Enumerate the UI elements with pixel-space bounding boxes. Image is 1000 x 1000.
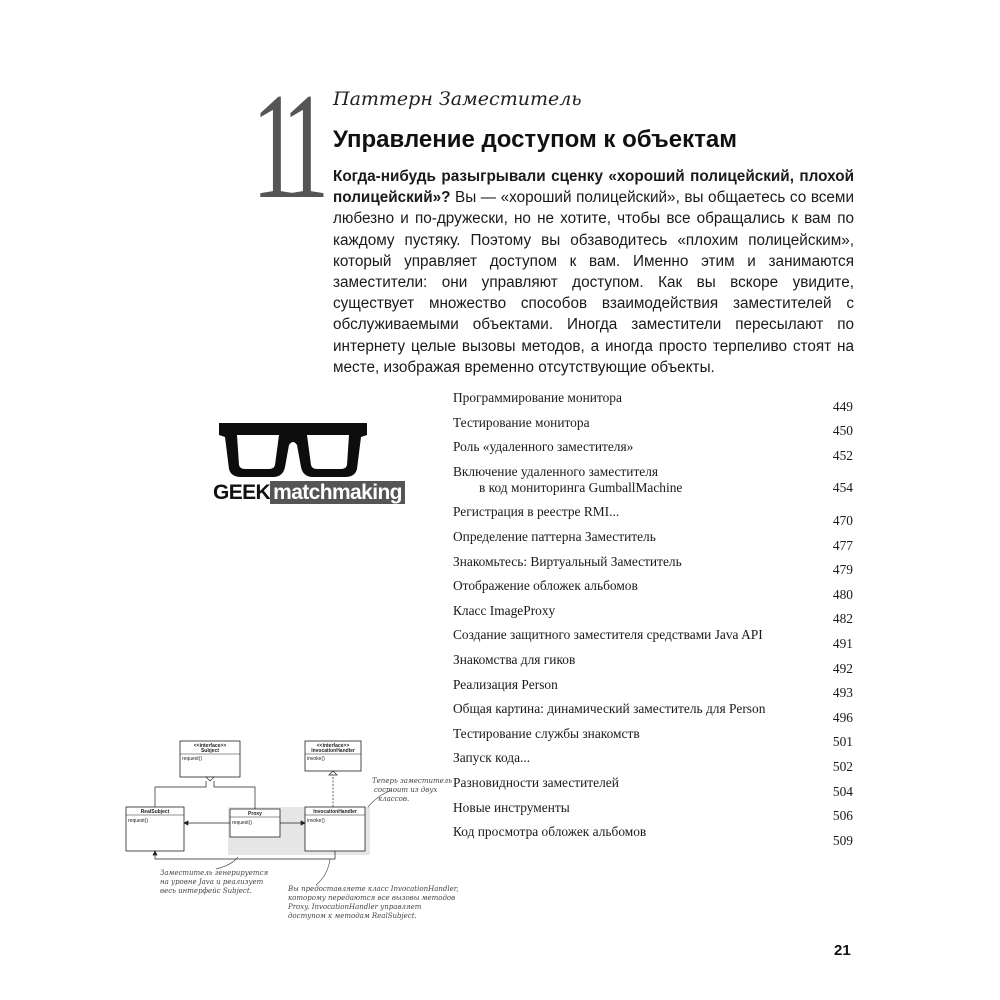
subject-name: Subject [200, 748, 220, 754]
invocation-handler-method: invoke() [307, 818, 325, 824]
toc-item[interactable]: Роль «удаленного заместителя» 452 [453, 439, 853, 463]
real-subject-name: RealSubject [140, 809, 170, 815]
toc-item[interactable]: Класс ImageProxy 482 [453, 602, 853, 627]
toc-item[interactable]: Код просмотра обложек альбомов 509 [453, 824, 853, 848]
note-right-line-3: классов. [378, 795, 410, 803]
note-bottom-line-3: Proxy. InvocationHandler управляет [288, 903, 422, 911]
note-bottom-line-2: которому передаются все вызовы методов [288, 894, 456, 902]
glasses-icon [213, 415, 373, 481]
toc-item[interactable]: Реализация Person 493 [453, 676, 853, 701]
note-bottom-line-1: Вы предоставляете класс InvocationHandler, [288, 885, 459, 893]
proxy-method: request() [232, 820, 253, 826]
note-right-line-1: Теперь заместитель [372, 777, 453, 785]
logo-text-geek: GEEK [213, 481, 271, 504]
subject-interface-box [180, 741, 240, 777]
toc-item[interactable]: Общая картина: динамический заместитель для Person 496 [453, 701, 853, 725]
subject-method: request() [182, 756, 203, 762]
toc-item[interactable]: Отображение обложек альбомов 480 [453, 578, 853, 602]
chapter-number: 11 [252, 62, 316, 230]
toc-item[interactable]: Определение паттерна Заместитель 477 [453, 528, 853, 553]
note-left-line-1: Заместитель генерируется [160, 869, 269, 877]
proxy-uml-diagram [120, 735, 460, 930]
toc-item[interactable]: Регистрация в реестре RMI... 470 [453, 504, 853, 528]
handler-iface-name: InvocationHandler [311, 748, 355, 754]
page-number: 21 [834, 942, 851, 959]
intro-paragraph [333, 166, 854, 378]
invocation-handler-interface-box [305, 741, 361, 771]
note-left-line-2: на уровне Java и реализует [160, 878, 264, 886]
note-bottom-line-4: доступом к методам RealSubject. [288, 912, 417, 920]
logo-text [213, 481, 402, 505]
intro-lead: Когда-нибудь разыгрывали сценку «хороший полицейский, плохой полицейский»? [333, 168, 854, 207]
proxy-name: Proxy [248, 811, 262, 817]
chapter-title: Управление доступом к объектам [333, 126, 737, 153]
real-subject-box [126, 807, 184, 851]
toc-item[interactable]: Знакомства для гиков 492 [453, 651, 853, 676]
handler-iface-method: invoke() [307, 756, 325, 762]
toc-item[interactable]: Создание защитного заместителя средствами Java API 491 [453, 627, 853, 651]
intro-body: Вы — «хороший полицейский», вы общаетесь со всеми любезно и по-дружески, но не хотите, чтобы все обращались к вам по каждому пустяку. Поэтому вы обзаводитесь «плохим полицейским», который управляет доступом к вам. Именно этим и занимаются заместители: они управляют доступом. Как вы вскоре увидите, существует множество способов взаимодействия заместителей с обслуживаемыми объектами. Иногда заместители пересылают по интернету целые вызовы методов, а иногда просто терпеливо стоят на месте, изображая временно отсутствующие объекты. [333, 189, 854, 376]
toc-item[interactable]: Новые инструменты 506 [453, 799, 853, 824]
geek-matchmaking-logo [213, 415, 402, 507]
subject-stereotype: <<interface>> [193, 743, 227, 749]
toc-item[interactable]: Разновидности заместителей 504 [453, 774, 853, 799]
logo-text-matchmaking: matchmaking [270, 481, 405, 504]
toc-item[interactable]: Программирование монитора 449 [453, 390, 853, 414]
pattern-name: Паттерн Заместитель [333, 88, 582, 110]
note-left-line-3: весь интерфейс Subject. [160, 887, 252, 895]
handler-iface-stereotype: <<interface>> [316, 743, 350, 749]
proxy-box [230, 809, 280, 837]
toc-item[interactable]: Тестирование службы знакомств 501 [453, 725, 853, 750]
toc-item[interactable]: Включение удаленного заместителя в код мониторинга GumballMachine 454 [453, 463, 853, 495]
toc-item[interactable]: Знакомьтесь: Виртуальный Заместитель 479 [453, 553, 853, 578]
note-right-line-2: состоит из двух [374, 786, 438, 794]
toc-item[interactable]: Запуск кода... 502 [453, 750, 853, 774]
invocation-handler-name: InvocationHandler [313, 809, 357, 815]
toc-list [453, 390, 853, 849]
toc-item[interactable]: Тестирование монитора 450 [453, 414, 853, 439]
invocation-handler-box [305, 807, 365, 851]
real-subject-method: request() [128, 818, 149, 824]
